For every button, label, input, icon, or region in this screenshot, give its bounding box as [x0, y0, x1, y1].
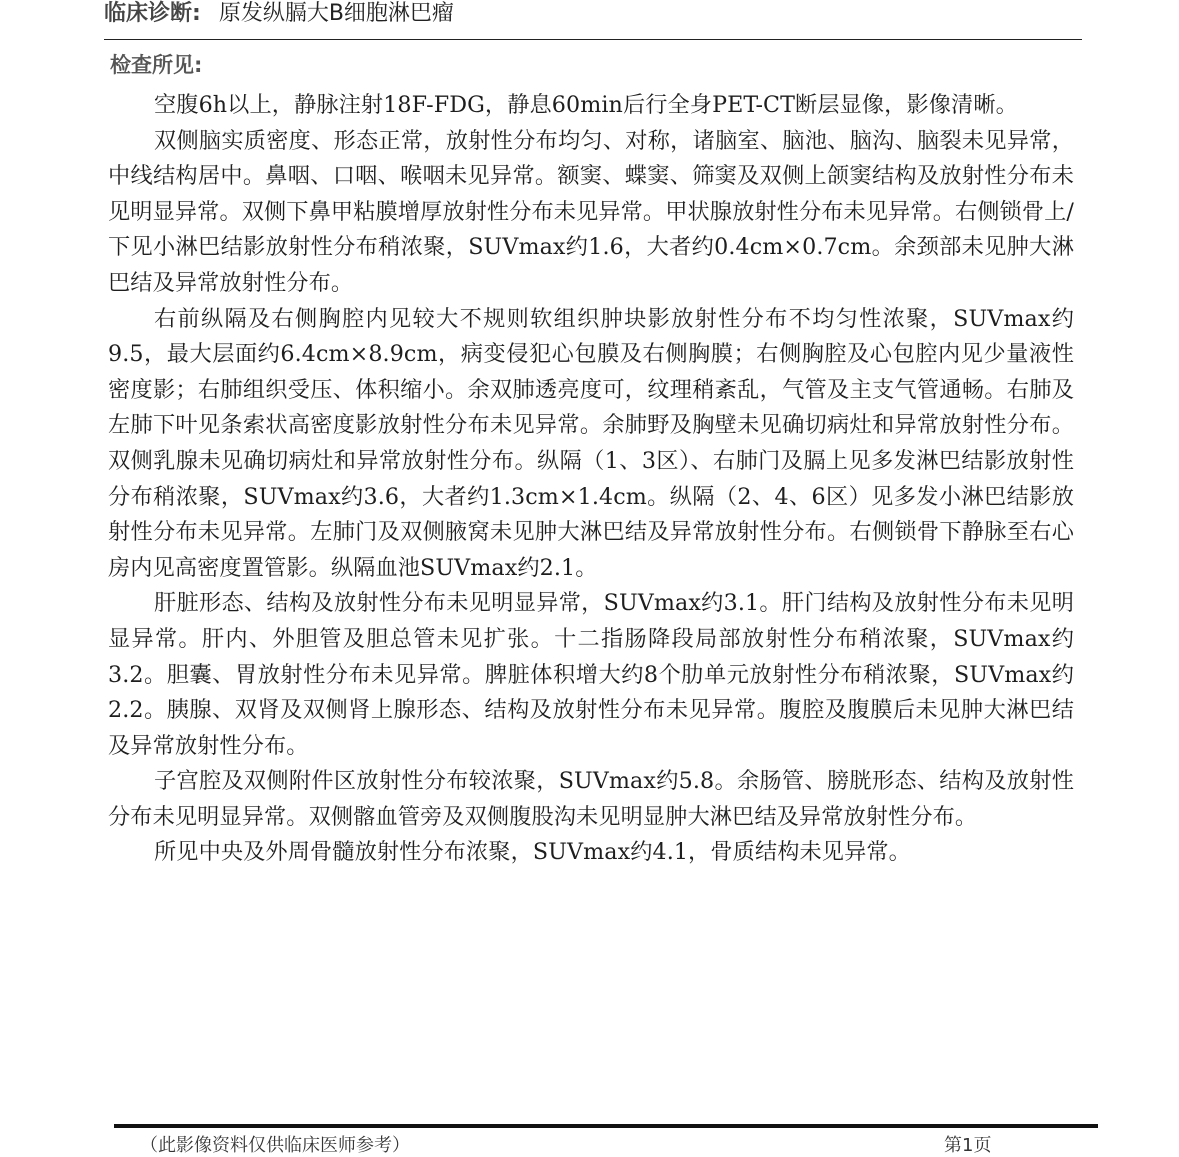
findings-body — [108, 88, 1074, 871]
findings-paragraph-bone-marrow: 所见中央及外周骨髓放射性分布浓聚，SUVmax约4.1，骨质结构未见异常。 — [154, 839, 911, 866]
findings-paragraph-abdomen: 肝脏形态、结构及放射性分布未见明显异常，SUVmax约3.1。肝门结构及放射性分布未见明显异常。肝内、外胆管及胆总管未见扩张。十二指肠降段局部放射性分布稍浓聚，SUVmax约3.2。胆囊、胃放射性分布未见异常。脾脏体积增大约8个肋单元放射性分布稍浓聚，SUVmax约2.2。胰腺、双肾及双侧肾上腺形态、结构及放射性分布未见异常。腹腔及腹膜后未见肿大淋巴结及异常放射性分布。 — [108, 590, 1074, 759]
footer-note: （此影像资料仅供临床医师参考） — [140, 1135, 410, 1156]
clinical-diagnosis-label: 临床诊断: — [104, 0, 201, 26]
clinical-diagnosis-value: 原发纵膈大B细胞淋巴瘤 — [218, 0, 454, 26]
findings-paragraph-head-neck: 双侧脑实质密度、形态正常，放射性分布均匀、对称，诸脑室、脑池、脑沟、脑裂未见异常，中线结构居中。鼻咽、口咽、喉咽未见异常。额窦、蝶窦、筛窦及双侧上颌窦结构及放射性分布未见明显异常。双侧下鼻甲粘膜增厚放射性分布未见异常。甲状腺放射性分布未见异常。右侧锁骨上/下见小淋巴结影放射性分布稍浓聚，SUVmax约1.6，大者约0.4cm×0.7cm。余颈部未见肿大淋巴结及异常放射性分布。 — [108, 127, 1074, 296]
header-divider — [104, 39, 1082, 40]
findings-paragraph-preparation: 空腹6h以上，静脉注射18F-FDG，静息60min后行全身PET-CT断层显像，影像清晰。 — [154, 92, 1018, 118]
clinical-diagnosis-row — [104, 0, 454, 28]
findings-title: 检查所见: — [110, 53, 203, 77]
page-number: 第1页 — [944, 1135, 992, 1156]
findings-paragraph-pelvis: 子宫腔及双侧附件区放射性分布较浓聚，SUVmax约5.8。余肠管、膀胱形态、结构及放射性分布未见明显异常。双侧髂血管旁及双侧腹股沟未见明显肿大淋巴结及异常放射性分布。 — [108, 768, 1074, 830]
footer-divider — [114, 1124, 1098, 1128]
findings-paragraph-chest: 右前纵隔及右侧胸腔内见较大不规则软组织肿块影放射性分布不均匀性浓聚，SUVmax约9.5，最大层面约6.4cm×8.9cm，病变侵犯心包膜及右侧胸膜；右侧胸腔及心包腔内见少量液性密度影；右肺组织受压、体积缩小。余双肺透亮度可，纹理稍紊乱，气管及主支气管通畅。右肺及左肺下叶见条索状高密度影放射性分布未见异常。余肺野及胸壁未见确切病灶和异常放射性分布。双侧乳腺未见确切病灶和异常放射性分布。纵隔（1、3区）、右肺门及膈上见多发淋巴结影放射性分布稍浓聚，SUVmax约3.6，大者约1.3cm×1.4cm。纵隔（2、4、6区）见多发小淋巴结影放射性分布未见异常。左肺门及双侧腋窝未见肿大淋巴结及异常放射性分布。右侧锁骨下静脉至右心房内见高密度置管影。纵隔血池SUVmax约2.1。 — [108, 305, 1074, 581]
